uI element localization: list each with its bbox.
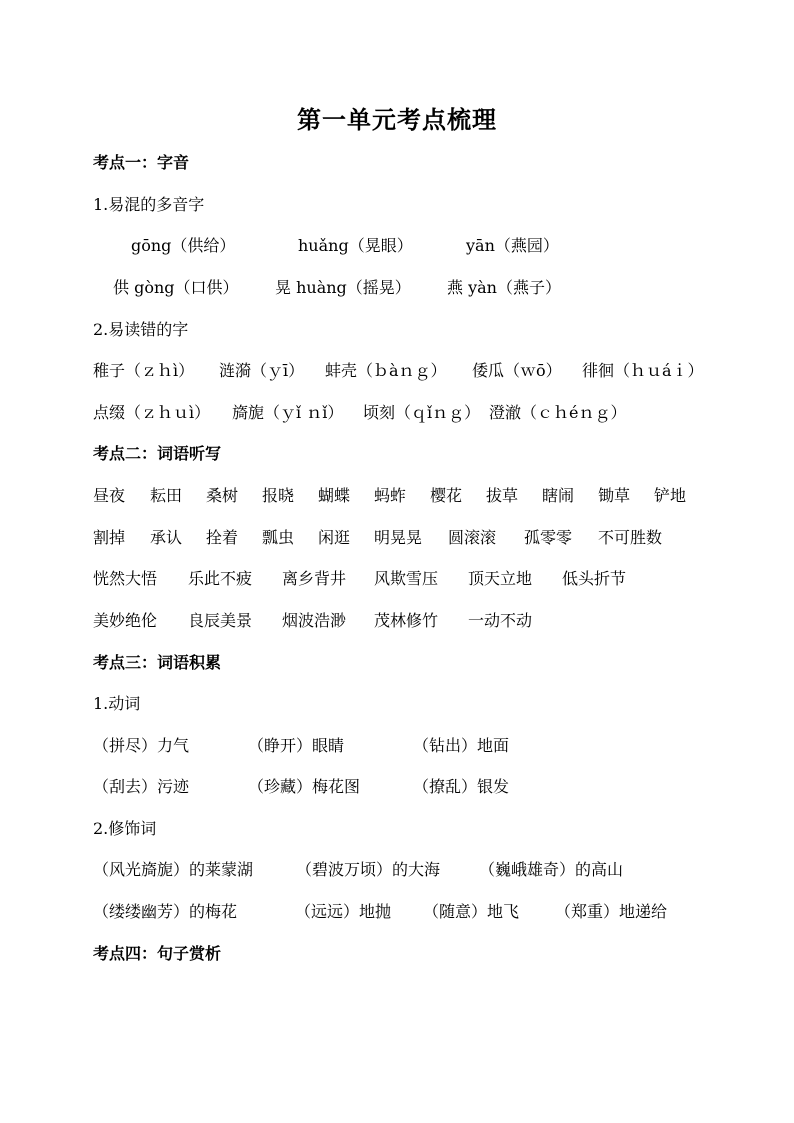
misread-item: 点缀（ｚｈｕì） — [93, 403, 211, 422]
pinyin-item: 供 gòng（口供） — [113, 278, 239, 297]
subheading-misread: 2.易读错的字 — [93, 320, 189, 339]
misread-item: 旖旎（ｙǐ ｎǐ） — [232, 403, 344, 422]
dictation-word: 圆滚滚 — [448, 528, 497, 547]
verb-phrase: （拼尽）力气 — [93, 736, 190, 755]
dictation-word: 拴着 — [206, 528, 239, 547]
dictation-word: 蚂蚱 — [374, 486, 407, 505]
misread-item: 澄澈（ｃｈéｎｇ） — [489, 403, 627, 422]
dictation-word: 离乡背井 — [282, 569, 347, 588]
dictation-word: 报晓 — [262, 486, 295, 505]
section-heading-3: 考点三：词语积累 — [93, 653, 222, 672]
verb-phrase: （睁开）眼睛 — [248, 736, 345, 755]
modifier-phrase: （风光旖旎）的莱蒙湖 — [93, 860, 254, 879]
modifier-phrase: （碧波万顷）的大海 — [296, 860, 441, 879]
pinyin-item: yān（燕园） — [466, 236, 559, 255]
dictation-word: 明晃晃 — [374, 528, 423, 547]
dictation-word: 铲地 — [654, 486, 687, 505]
dictation-word: 良辰美景 — [188, 611, 253, 630]
dictation-word: 承认 — [150, 528, 183, 547]
pinyin-item: 晃 huàng（摇晃） — [275, 278, 411, 297]
dictation-word: 茂林修竹 — [374, 611, 439, 630]
pinyin-item: 燕 yàn（燕子） — [447, 278, 561, 297]
dictation-word: 顶天立地 — [468, 569, 533, 588]
page-title: 第一单元考点梳理 — [297, 105, 497, 134]
dictation-word: 割掉 — [93, 528, 126, 547]
misread-item: 稚子（ｚｈì） — [93, 361, 195, 380]
dictation-word: 烟波浩渺 — [282, 611, 347, 630]
section-heading-2: 考点二：词语听写 — [93, 444, 222, 463]
section-heading-1: 考点一：字音 — [93, 153, 190, 172]
dictation-word: 锄草 — [598, 486, 631, 505]
dictation-word: 桑树 — [206, 486, 239, 505]
pinyin-item: gōng（供给） — [131, 236, 236, 255]
dictation-word: 瞎闹 — [542, 486, 575, 505]
dictation-word: 闲逛 — [318, 528, 351, 547]
dictation-word: 美妙绝伦 — [93, 611, 158, 630]
modifier-phrase: （郑重）地递给 — [555, 902, 668, 921]
modifier-phrase: （远远）地抛 — [295, 902, 392, 921]
dictation-word: 乐此不疲 — [188, 569, 253, 588]
modifier-phrase: （随意）地飞 — [423, 902, 520, 921]
subheading-modifiers: 2.修饰词 — [93, 819, 157, 838]
dictation-word: 蝴蝶 — [318, 486, 351, 505]
modifier-phrase: （缕缕幽芳）的梅花 — [93, 902, 238, 921]
misread-item: 涟漪（ｙī） — [219, 361, 305, 380]
misread-item: 徘徊（ｈｕáｉ） — [582, 361, 704, 380]
dictation-word: 昼夜 — [93, 486, 126, 505]
verb-phrase: （钻出）地面 — [413, 736, 510, 755]
misread-item: 倭瓜（ｗō） — [472, 361, 562, 380]
misread-item: 蚌壳（ｂàｎｇ） — [325, 361, 447, 380]
dictation-word: 孤零零 — [524, 528, 573, 547]
dictation-word: 不可胜数 — [598, 528, 663, 547]
dictation-word: 低头折节 — [562, 569, 627, 588]
subheading-verbs: 1.动词 — [93, 694, 141, 713]
subheading-polyphonic: 1.易混的多音字 — [93, 195, 205, 214]
modifier-phrase: （巍峨雄奇）的高山 — [479, 860, 624, 879]
dictation-word: 一动不动 — [468, 611, 533, 630]
verb-phrase: （刮去）污迹 — [93, 777, 190, 796]
verb-phrase: （珍藏）梅花图 — [248, 777, 361, 796]
misread-item: 顷刻（ｑǐｎｇ） — [363, 403, 481, 422]
dictation-word: 恍然大悟 — [93, 569, 158, 588]
dictation-word: 瓢虫 — [262, 528, 295, 547]
dictation-word: 风欺雪压 — [374, 569, 439, 588]
dictation-word: 拔草 — [486, 486, 519, 505]
verb-phrase: （撩乱）银发 — [413, 777, 510, 796]
section-heading-4: 考点四：句子赏析 — [93, 944, 222, 963]
pinyin-item: huǎng（晃眼） — [298, 236, 413, 255]
dictation-word: 樱花 — [430, 486, 463, 505]
dictation-word: 耘田 — [150, 486, 183, 505]
